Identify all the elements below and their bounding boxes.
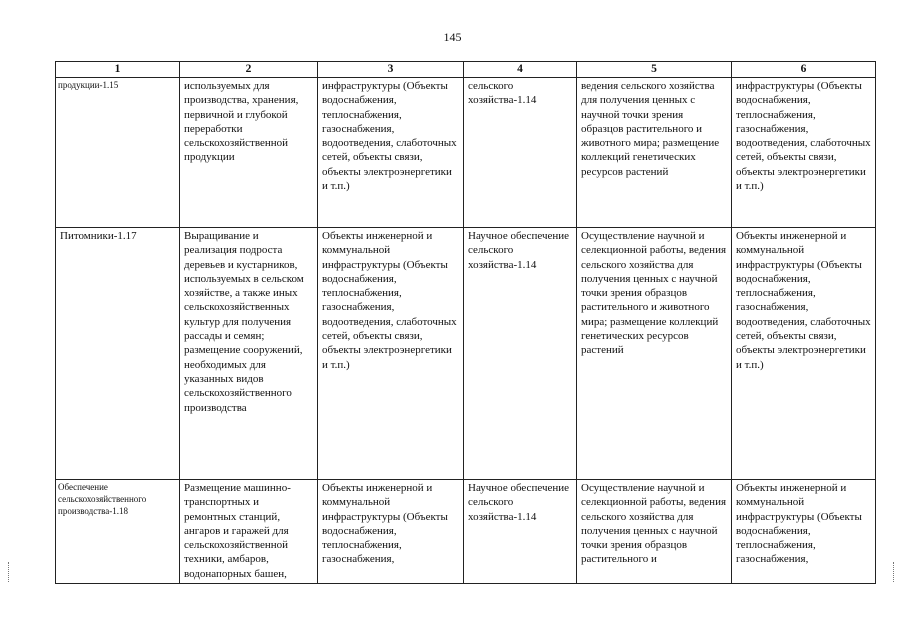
table-cell: Научное обеспечение сельского хозяйства-1.14 (464, 228, 577, 480)
table-cell: Научное обеспечение сельского хозяйства-1.14 (464, 480, 577, 584)
table-cell: Объекты инженерной и коммунальной инфраструктуры (Объекты водоснабжения, теплоснабжения, газоснабжения, (732, 480, 876, 584)
right-edge-mark (893, 562, 896, 582)
column-header-1: 1 (56, 62, 180, 78)
table-cell: Размещение машинно-транспортных и ремонтных станций, ангаров и гаражей для сельскохозяйственной техники, амбаров, водонапорных башен, (180, 480, 318, 584)
table-cell: сельского хозяйства-1.14 (464, 78, 577, 228)
column-header-6: 6 (732, 62, 876, 78)
table-cell: Выращивание и реализация подроста деревьев и кустарников, используемых в сельском хозяйстве, а также иных сельскохозяйственных культур для получения рассады и семян; размещение сооружений, необходимых для указанных видов сельскохозяйственного производства (180, 228, 318, 480)
table-cell: Питомники-1.17 (56, 228, 180, 480)
table-cell: Осуществление научной и селекционной работы, ведения сельского хозяйства для получения ценных с научной точки зрения образцов растительного и животного мира; размещение коллекций генетических ресурсов растений (577, 228, 732, 480)
table-cell: инфраструктуры (Объекты водоснабжения, теплоснабжения, газоснабжения, водоотведения, слаботочных сетей, объекты связи, объекты электроэнергетики и т.п.) (318, 78, 464, 228)
table-row (56, 78, 876, 228)
table-row (56, 228, 876, 480)
column-header-2: 2 (180, 62, 318, 78)
table-cell: используемых для производства, хранения, первичной и глубокой переработки сельскохозяйственной продукции (180, 78, 318, 228)
table-cell: Осуществление научной и селекционной работы, ведения сельского хозяйства для получения ценных с научной точки зрения образцов растительного и (577, 480, 732, 584)
column-header-5: 5 (577, 62, 732, 78)
table-cell: Объекты инженерной и коммунальной инфраструктуры (Объекты водоснабжения, теплоснабжения, газоснабжения, водоотведения, слаботочных сетей, объекты связи, объекты электроэнергетики и т.п.) (318, 228, 464, 480)
left-edge-mark (8, 562, 11, 582)
table-cell: ведения сельского хозяйства для получения ценных с научной точки зрения образцов растительного и животного мира; размещение коллекций генетических ресурсов растений (577, 78, 732, 228)
land-use-table (55, 61, 876, 584)
column-header-3: 3 (318, 62, 464, 78)
table-cell: Обеспечение сельскохозяйственного производства-1.18 (56, 480, 180, 584)
table-row (56, 480, 876, 584)
table-cell: Объекты инженерной и коммунальной инфраструктуры (Объекты водоснабжения, теплоснабжения, газоснабжения, (318, 480, 464, 584)
header-row (56, 62, 876, 78)
column-header-4: 4 (464, 62, 577, 78)
table-cell: продукции-1.15 (56, 78, 180, 228)
table-cell: Объекты инженерной и коммунальной инфраструктуры (Объекты водоснабжения, теплоснабжения, газоснабжения, водоотведения, слаботочных сетей, объекты связи, объекты электроэнергетики и т.п.) (732, 228, 876, 480)
table-cell: инфраструктуры (Объекты водоснабжения, теплоснабжения, газоснабжения, водоотведения, слаботочных сетей, объекты связи, объекты электроэнергетики и т.п.) (732, 78, 876, 228)
page-number: 145 (443, 30, 462, 44)
